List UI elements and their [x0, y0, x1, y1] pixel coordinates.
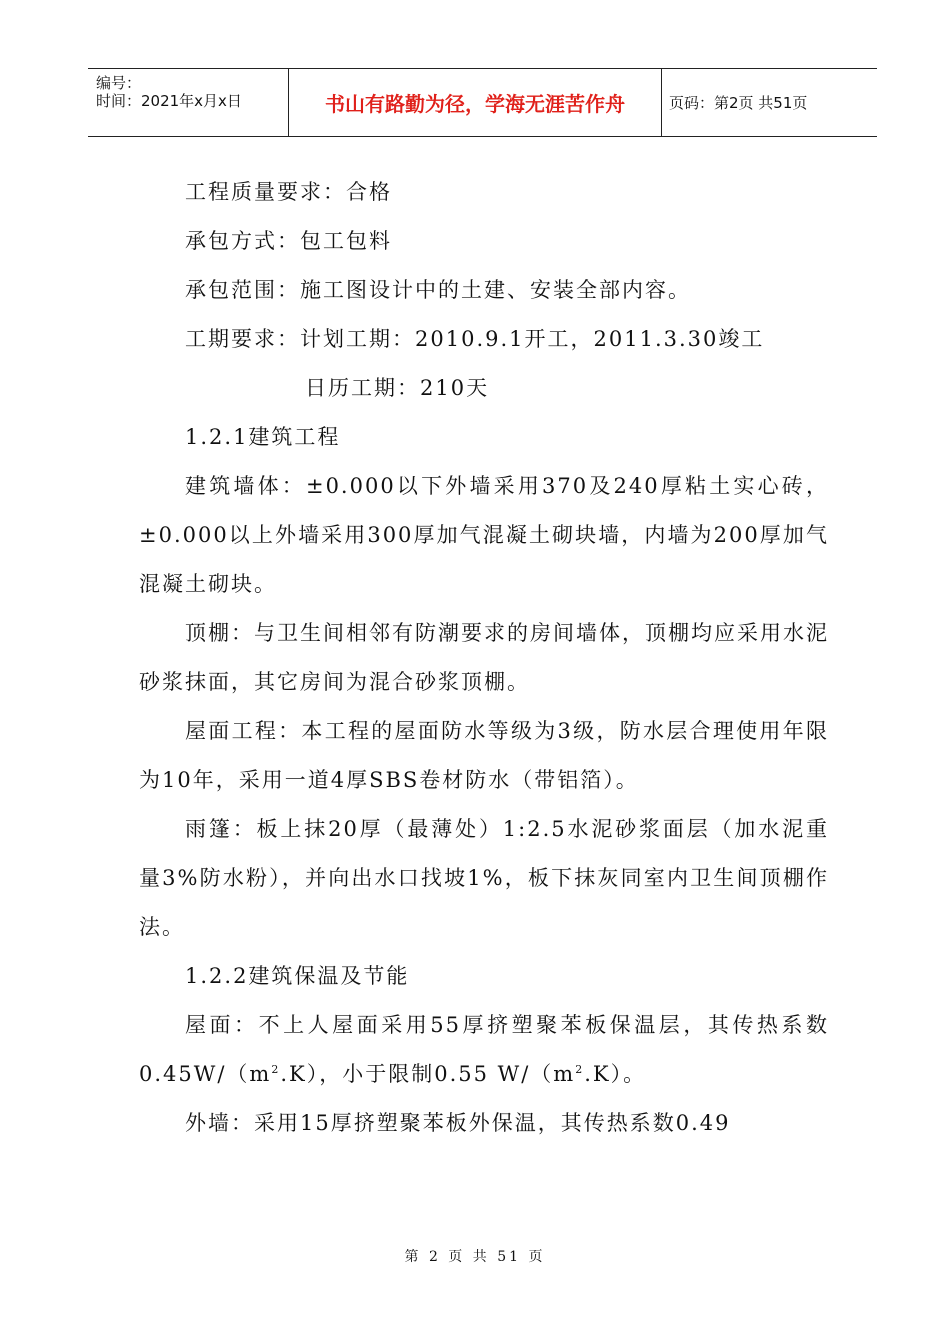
- superscript-squared: 2: [271, 1063, 281, 1076]
- page-footer: 第 2 页 共 51 页: [404, 1249, 546, 1265]
- roof-insulation-text-c: .K）。: [584, 1062, 647, 1086]
- paragraph-schedule: 工期要求：计划工期：2010.9.1开工，2011.3.30竣工: [185, 327, 765, 351]
- paragraph-contract-mode: 承包方式：包工包料: [185, 229, 392, 253]
- document-body: [139, 168, 829, 1148]
- header-meta: [88, 69, 288, 136]
- paragraph-contract-scope: 承包范围：施工图设计中的土建、安装全部内容。: [185, 278, 691, 302]
- paragraph-exterior-wall: 外墙：采用15厚挤塑聚苯板外保温，其传热系数0.49: [185, 1111, 731, 1135]
- paragraph-roof: 屋面工程：本工程的屋面防水等级为3级，防水层合理使用年限为10年，采用一道4厚SBS卷材防水（带铝箔）。: [139, 719, 829, 792]
- paragraph-calendar-days: 日历工期：210天: [305, 376, 490, 400]
- header-page-number: 页码：第2页 共51页: [669, 94, 808, 112]
- superscript-squared: 2: [575, 1063, 585, 1076]
- paragraph-walls: 建筑墙体：±0.000以下外墙采用370及240厚粘土实心砖，±0.000以上外墙采用300厚加气混凝土砌块墙，内墙为200厚加气混凝土砌块。: [139, 474, 829, 596]
- paragraph-canopy: 雨篷：板上抹20厚（最薄处）1:2.5水泥砂浆面层（加水泥重量3%防水粉），并向出水口找坡1%，板下抹灰同室内卫生间顶棚作法。: [139, 817, 829, 939]
- paragraph-quality: 工程质量要求：合格: [185, 180, 392, 204]
- section-heading-1-2-1: 1.2.1建筑工程: [185, 425, 341, 449]
- document-number: 编号：: [96, 74, 142, 92]
- roof-insulation-text-b: .K），小于限制0.55 W/（m: [280, 1062, 576, 1086]
- paragraph-ceiling: 顶棚：与卫生间相邻有防潮要求的房间墙体，顶棚均应采用水泥砂浆抹面，其它房间为混合砂浆顶棚。: [139, 621, 829, 694]
- paragraph-roof-insulation: [139, 1001, 829, 1099]
- roof-insulation-text-a: 屋面：不上人屋面采用55厚挤塑聚苯板保温层，其传热系数0.45W/（m: [139, 1013, 829, 1086]
- header-motto: 书山有路勤为径，学海无涯苦作舟: [288, 69, 662, 136]
- section-heading-1-2-2: 1.2.2建筑保温及节能: [185, 964, 410, 988]
- document-time: 时间：2021年x月x日: [96, 92, 242, 110]
- page-header: [88, 68, 877, 137]
